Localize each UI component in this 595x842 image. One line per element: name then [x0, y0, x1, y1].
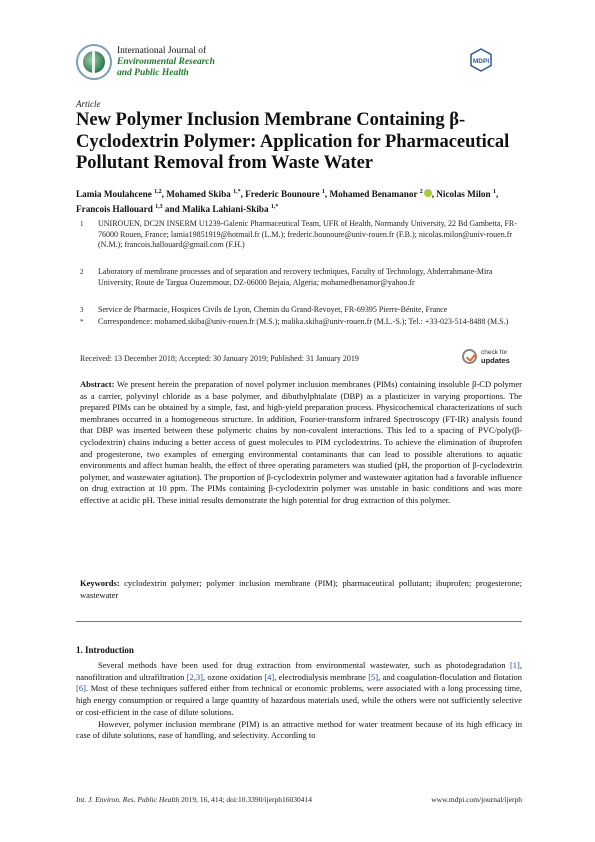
affiliation-text: Correspondence: mohamed.skiba@univ-rouen.fr (M.S.); malika.skiba@univ-rouen.fr (M.L.-S.); Tel.: +33-023-514-8488 (M.S.): [98, 317, 509, 326]
intro-paragraph-2: However, polymer inclusion membrane (PIM) is an attractive method for water treatment because of its high efficacy in case of dilute solutions, ease of handling, and selectivity. According to: [76, 718, 522, 741]
affiliation-marker: 3: [80, 306, 84, 314]
svg-text:MDPI: MDPI: [472, 58, 490, 65]
citation-link[interactable]: [2,3]: [186, 671, 203, 682]
affiliation: [80, 317, 520, 328]
journal-globe-logo: [76, 44, 112, 80]
author-name: Frederic Bounoure: [245, 189, 322, 200]
affiliation: [80, 267, 520, 288]
footer-citation: [76, 795, 312, 804]
paper-title: New Polymer Inclusion Membrane Containing β-Cyclodextrin Polymer: Application for Pharmaceutical Pollutant Removal from Waste Water: [76, 110, 510, 173]
author-name: Mohamed Benamanor: [329, 189, 420, 200]
author-name: Mohamed Skiba: [166, 189, 234, 200]
affiliation-marker: *: [80, 318, 84, 326]
check-updates-badge[interactable]: [462, 347, 522, 367]
citation-link[interactable]: [6]: [76, 683, 86, 694]
author-affiliation-marker: 1,2: [154, 189, 162, 195]
check-updates-line1: check for: [481, 349, 508, 356]
journal-name-line2: Environmental Research: [117, 57, 215, 67]
journal-name-line3: and Public Health: [117, 68, 189, 78]
abstract-label: Abstract:: [80, 379, 115, 389]
citation-link[interactable]: [1]: [509, 660, 520, 670]
affiliation-marker: 2: [80, 268, 84, 276]
keywords-text: cyclodextrin polymer; polymer inclusion membrane (PIM); pharmaceutical pollutant; ibuprofen; progesterone; wastewater: [80, 578, 522, 600]
orcid-icon[interactable]: [424, 189, 432, 197]
section-divider: [76, 621, 522, 622]
affiliation-text: UNIROUEN, DC2N INSERM U1239-Galenic Pharmaceutical Team, UFR of Health, Normandy University, 22 Bd Gambetta, FR-76000 Rouen, France; lamia19851919@hotmail.fr (L.M.); frederic.bounoure@univ-rouen.fr (F.B.); nicolas.milon@univ-rouen.fr (N.M.); francois.hallouard@gmail.com (F.H.): [98, 219, 517, 250]
abstract-text: We present herein the preparation of novel polymer inclusion membranes (PIMs) containing insoluble β-CD polymer as a carrier, polyvinyl chloride as a base polymer, and dibuthylphtalate (DBP) as a plasticizer in varying proportions. The prepared PIMs can be obtained by a simple, fast, and high-yield preparation process. Physicochemical characterizations of such membranes occurred in a homogeneous structure. In addition, Fourier-transform infrared Spectroscopy (FT-IR) analysis found that DBP was inserted between these polymeric chains by non-covalent interactions. This led to a spacing of PVC/poly(β-cyclodextrin) chains inducing a better access of guest molecules to PIM cyclodextrins. To achieve the elimination of ibuprofen and progesterone, two examples of emerging environmental contaminants that can lead to possible alterations to aquatic environments and affect human health, the effect of three operating parameters was studied (pH, the proportion of β-cyclodextrin polymer, and wastewater agitation). The proportion of β-cyclodextrin polymer and wastewater agitation had a favorable influence on drug extraction at 10 ppm. The PIMs containing β-cyclodextrin polymer was unstable in basic conditions and was more effective at acidic pH. These initial results demonstrate the high potential for drug extraction of this polymer.: [80, 379, 522, 505]
publication-dates: Received: 13 December 2018; Accepted: 30 January 2019; Published: 31 January 2019: [80, 354, 359, 363]
author-affiliation-marker: 1,*: [270, 204, 279, 211]
check-updates-icon: [462, 349, 477, 364]
affiliation-marker: 1: [80, 220, 84, 228]
check-updates-line2: updates: [481, 356, 510, 365]
affiliation-text: Laboratory of membrane processes and of separation and recovery techniques, Faculty of Technology, Abderrahmane-Mira University, Route de Targua Ouzemmour, DZ-06000 Bejaia, Algeria; mohamedbenamor@yahoo.fr: [98, 267, 493, 287]
intro-paragraph-1: Several methods have been used for drug extraction from environmental wastewater, such as photodegradation [1], nanofiltration and ultrafiltration [2,3], ozone oxidation [4], electrodialysis membrane [5], and coagulation-floculation and flotation [6]. Most of these techniques suffered either from technical or economic problems, were associated with a long processing time, high energy consumption or required a large quantity of hazardous materials used, while the others were not sufficiently selective or cost-efficient in the case of dilute solutions.: [76, 660, 522, 717]
affiliation-text: Service de Pharmacie, Hospices Civils de Lyon, Chemin du Grand-Revoyet, FR-69395 Pierre-Bénite, France: [98, 305, 448, 314]
author-name: Malika Lahiani-Skiba: [182, 204, 271, 215]
footer-url[interactable]: www.mdpi.com/journal/ijerph: [431, 795, 522, 804]
affiliation: [80, 219, 520, 251]
author-affiliation-marker: 1,*: [233, 189, 241, 195]
author-affiliation-marker: 2: [419, 189, 423, 195]
author-affiliation-marker: 1: [492, 189, 496, 195]
keywords: [80, 578, 522, 601]
mdpi-logo[interactable]: [469, 48, 493, 72]
keywords-label: Keywords:: [80, 578, 120, 588]
author-name: Lamia Moulahcene: [76, 189, 155, 200]
affiliation: [80, 305, 520, 316]
author-affiliation-marker: 1: [321, 189, 325, 195]
author-name: Nicolas Milon: [436, 189, 493, 200]
citation-link[interactable]: [4]: [264, 671, 275, 682]
author-affiliation-marker: 1,3: [155, 204, 163, 211]
abstract: [80, 379, 522, 507]
footer-journal-abbr: Int. J. Environ. Res. Public Health: [76, 795, 180, 804]
citation-link[interactable]: [5]: [368, 671, 379, 682]
author-name: Francois Hallouard: [76, 204, 156, 215]
footer-year-volume-doi: 2019, 16, 414; doi:10.3390/ijerph16030414: [179, 795, 312, 804]
section-heading-introduction: 1. Introduction: [76, 645, 134, 655]
introduction-body: [76, 660, 522, 742]
author-list: Lamia Moulahcene $^{1,2}$, Mohamed Skiba $^{1,*}$, Frederic Bounoure $^1$, Mohamed Benamanor $^2$ , Nicolas Milon $^1$, Francois Hallouard $^{1,3}$ and Malika Lahiani-Skiba $^{1,*}$: [76, 189, 499, 215]
article-type: Article: [76, 99, 101, 109]
journal-name: [117, 46, 215, 79]
journal-name-line1: International Journal of: [117, 46, 207, 56]
